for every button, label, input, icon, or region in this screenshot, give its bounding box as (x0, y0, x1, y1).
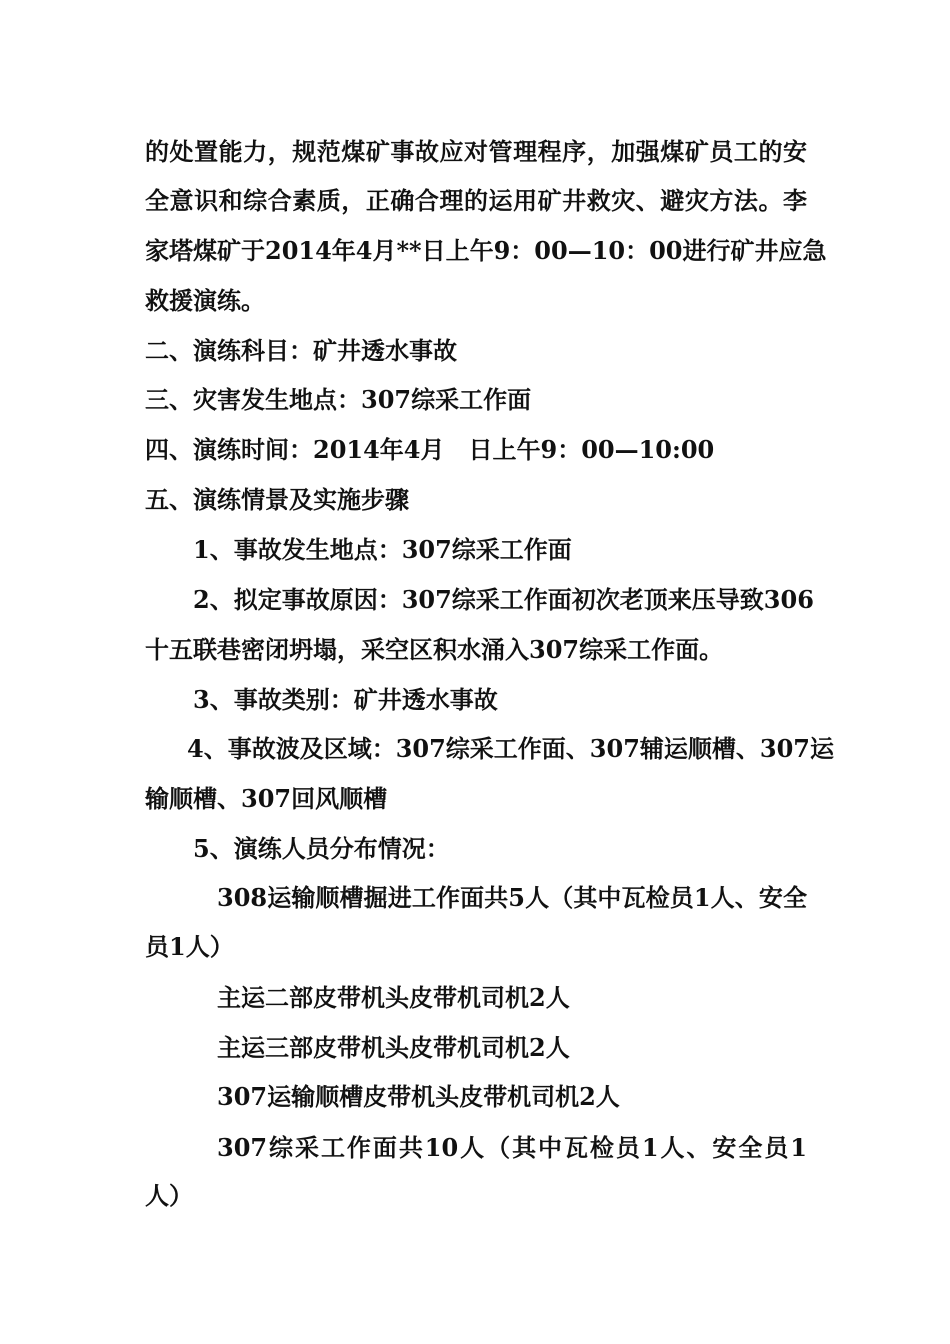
intro-line-2: 全意识和综合素质，正确合理的运用矿井救灾、避灾方法。李 (145, 186, 807, 215)
personnel-307-face-line-2: 人） (145, 1181, 193, 1210)
personnel-307-face-line-1: 307综采工作面共10人（其中瓦检员1人、安全员1 (217, 1133, 807, 1162)
step-2-cause-line-1: 2、拟定事故原因：307综采工作面初次老顶来压导致306 (193, 585, 814, 614)
step-4-area-line-1: 4、事故波及区域：307综采工作面、307辅运顺槽、307运 (187, 734, 834, 763)
section-drill-subject: 二、演练科目：矿井透水事故 (145, 336, 457, 365)
personnel-main-transport-2: 主运二部皮带机头皮带机司机2人 (217, 983, 570, 1012)
personnel-308-line-1: 308运输顺槽掘进工作面共5人（其中瓦检员1人、安全 (217, 883, 807, 912)
intro-line-3: 家塔煤矿于2014年4月**日上午9：00—10：00进行矿井应急 (145, 236, 827, 265)
step-4-area-line-2: 输顺槽、307回风顺槽 (145, 784, 388, 813)
section-drill-time: 四、演练时间：2014年4月 日上午9：00—10:00 (145, 435, 715, 464)
intro-line-4: 救援演练。 (145, 286, 265, 315)
personnel-308-line-2: 员1人） (145, 932, 234, 961)
step-3-category: 3、事故类别：矿井透水事故 (193, 685, 498, 714)
step-2-cause-line-2: 十五联巷密闭坍塌，采空区积水涌入307综采工作面。 (145, 635, 724, 664)
personnel-main-transport-3: 主运三部皮带机头皮带机司机2人 (217, 1033, 570, 1062)
step-1-location: 1、事故发生地点：307综采工作面 (193, 535, 572, 564)
intro-line-1: 的处置能力，规范煤矿事故应对管理程序，加强煤矿员工的安 (145, 137, 807, 166)
step-5-personnel: 5、演练人员分布情况： (193, 834, 450, 863)
section-disaster-location: 三、灾害发生地点：307综采工作面 (145, 385, 532, 414)
personnel-307-belt: 307运输顺槽皮带机头皮带机司机2人 (217, 1082, 620, 1111)
section-scenario-steps: 五、演练情景及实施步骤 (145, 485, 409, 514)
